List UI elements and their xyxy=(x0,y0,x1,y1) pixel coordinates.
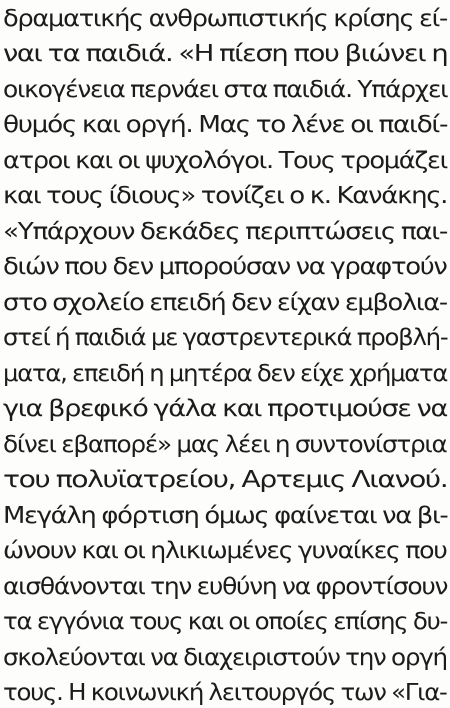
text-line: αισθάνονται την ευθύνη να φροντίσουν xyxy=(3,572,448,600)
text-line: δραματικής ανθρωπιστικής κρίσης εί- xyxy=(3,4,447,32)
text-line: «Υπάρχουν δεκάδες περιπτώσεις παι- xyxy=(3,217,447,245)
text-line: του πολυϊατρείου, Αρτεμις Λιανού. xyxy=(3,465,448,493)
text-line: οικογένεια περνάει στα παιδιά. Υπάρχει xyxy=(3,75,448,103)
text-line: δίνει εβαπορέ» μας λέει η συντονίστρια xyxy=(3,430,447,458)
text-line: ναι τα παιδιά. «Η πίεση που βιώνει η xyxy=(3,39,448,67)
text-line: θυμός και οργή. Μας το λένε οι παιδί- xyxy=(3,110,448,138)
text-line: διών που δεν μπορούσαν να γραφτούν xyxy=(3,252,447,280)
text-line: Μεγάλη φόρτιση όμως φαίνεται να βι- xyxy=(3,501,448,529)
text-line: ματα, επειδή η μητέρα δεν είχε χρήματα xyxy=(3,359,448,387)
text-line: τους. Η κοινωνική λειτουργός των «Για- xyxy=(3,678,447,706)
text-line: ατροι και οι ψυχολόγοι. Τους τρομάζει xyxy=(3,146,447,174)
text-line: στο σχολείο επειδή δεν είχαν εμβολια- xyxy=(3,288,447,316)
text-line: σκολεύονται να διαχειριστούν την οργή xyxy=(3,643,447,671)
text-line: για βρεφικό γάλα και προτιμούσε να xyxy=(3,394,448,422)
text-line: στεί ή παιδιά με γαστρεντερικά προβλή- xyxy=(3,323,448,351)
text-line: και τους ίδιους» τονίζει ο κ. Κανάκης. xyxy=(3,181,448,209)
text-line: τα εγγόνια τους και οι οποίες επίσης δυ- xyxy=(3,607,448,635)
text-line: ώνουν και οι ηλικιωμένες γυναίκες που xyxy=(3,536,447,564)
